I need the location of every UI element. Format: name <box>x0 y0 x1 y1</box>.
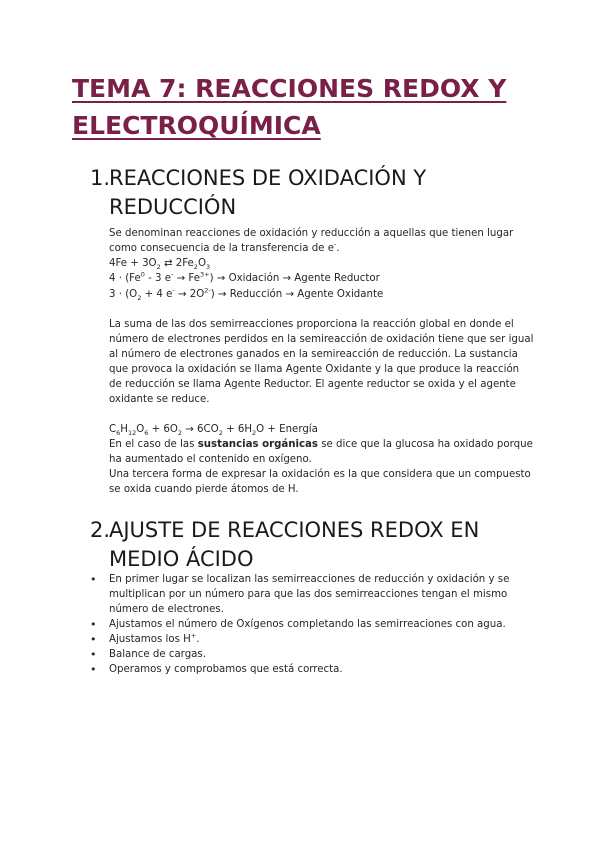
bold-term: sustancias orgánicas <box>197 439 318 450</box>
equation-oxidation: $4 \cdot (Fe^0 - 3$ $e^- \to Fe^{3+}$) → Oxidación → Agente Reductor <box>109 270 380 284</box>
list-item: • Operamos y comprobamos que está correcta. <box>90 662 540 677</box>
list-item: • Ajustamos los H+. <box>90 632 540 647</box>
equation-glucose: $C_6H_{12}O_6 + 6O_2 \to 6CO_2 + 6H_2O$ + Energía <box>109 424 318 438</box>
organic-paragraph: En el caso de las sustancias orgánicas se dice que la glucosa ha oxidado porque ha aumentado el contenido en oxígeno. <box>109 439 533 465</box>
hydrogen-paragraph: Una tercera forma de expresar la oxidación es la que considera que un compuesto se oxida cuando pierde átomos de H. <box>109 469 531 495</box>
equation-reduction: $3 \cdot (O_2 + 4$ $e^- \to 2O^{2-}$) → Reducción → Agente Oxidante <box>109 286 384 303</box>
section-title: AJUSTE DE REACCIONES REDOX EN MEDIO ÁCIDO <box>109 518 480 571</box>
steps-list <box>90 572 540 677</box>
list-item: • En primer lugar se localizan las semirreacciones de reducción y oxidación y se multiplican por un número para que las dos semirreacciones tengan el mismo número de electrones. <box>90 572 540 617</box>
section-number: 2. <box>90 518 111 542</box>
list-item: • Ajustamos el número de Oxígenos completando las semirreaciones con agua. <box>90 617 540 632</box>
semireactions-paragraph: La suma de las dos semirreacciones proporciona la reacción global en donde el número de electrones perdidos en la semireacción de oxidación tiene que ser igual al número de electrones ganados en la semireacción de reducción. La sustancia que provoca la oxidación se llama Agente Oxidante y la que produce la reacción de reducción se llama Agente Reductor. El agente reductor se oxida y el agente oxidante se reduce. <box>109 319 534 405</box>
page-title: TEMA 7: REACCIONES REDOX Y ELECTROQUÍMICA <box>72 74 507 140</box>
section-heading-1 <box>90 164 550 222</box>
intro-paragraph: Se denominan reacciones de oxidación y reducción a aquellas que tienen lugar como consecuencia de la transferencia de e-. <box>109 228 514 254</box>
section-number: 1. <box>90 166 111 190</box>
section-title: REACCIONES DE OXIDACIÓN Y REDUCCIÓN <box>109 166 427 219</box>
list-item: • Balance de cargas. <box>90 647 540 662</box>
equation-global: $4Fe + 3O_2$ ⇄ $2Fe_2O_3$ <box>109 258 211 272</box>
section-heading-2 <box>90 516 550 574</box>
